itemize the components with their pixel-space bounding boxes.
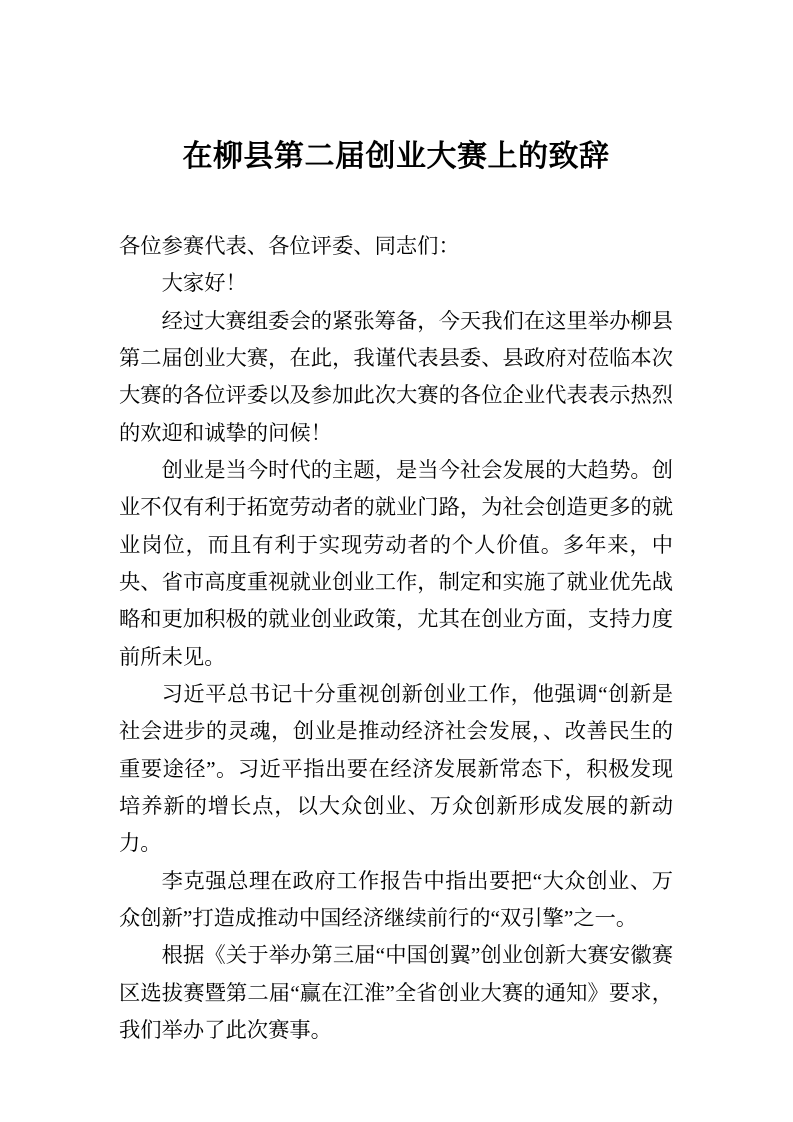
paragraph-xi-remarks: 习近平总书记十分重视创新创业工作，他强调“创新是社会进步的灵魂，创业是推动经济社会发展，、改善民生的重要途径”。习近平指出要在经济发展新常态下，积极发现培养新的增长点，以大众创业、万众创新形成发展的新动力。 [119, 681, 673, 856]
paragraph-welcome: 经过大赛组委会的紧张筹备，今天我们在这里举办柳县第二届创业大赛，在此，我谨代表县委、县政府对莅临本次大赛的各位评委以及参加此次大赛的各位企业代表表示热烈的欢迎和诚挚的问候！ [119, 308, 673, 445]
salutation-line: 大家好！ [161, 271, 247, 296]
document-title: 在柳县第二届创业大赛上的致辞 [182, 140, 610, 173]
paragraph-basis-notice: 根据《关于举办第三届“中国创翼”创业创新大赛安徽赛区选拔赛暨第二届“赢在江淮”全省创业大赛的通知》要求，我们举办了此次赛事。 [119, 943, 673, 1042]
document-body [119, 228, 673, 1049]
paragraph-li-remarks: 李克强总理在政府工作报告中指出要把“大众创业、万众创新”打造成推动中国经济继续前行的“双引擎”之一。 [119, 868, 673, 930]
greeting-line: 各位参赛代表、各位评委、同志们： [119, 234, 460, 258]
paragraph-entrepreneurship-trend: 创业是当今时代的主题，是当今社会发展的大趋势。创业不仅有利于拓宽劳动者的就业门路，为社会创造更多的就业岗位，而且有利于实现劳动者的个人价值。多年来，中央、省市高度重视就业创业工作，制定和实施了就业优先战略和更加积极的就业创业政策，尤其在创业方面，支持力度前所未见。 [119, 457, 673, 669]
